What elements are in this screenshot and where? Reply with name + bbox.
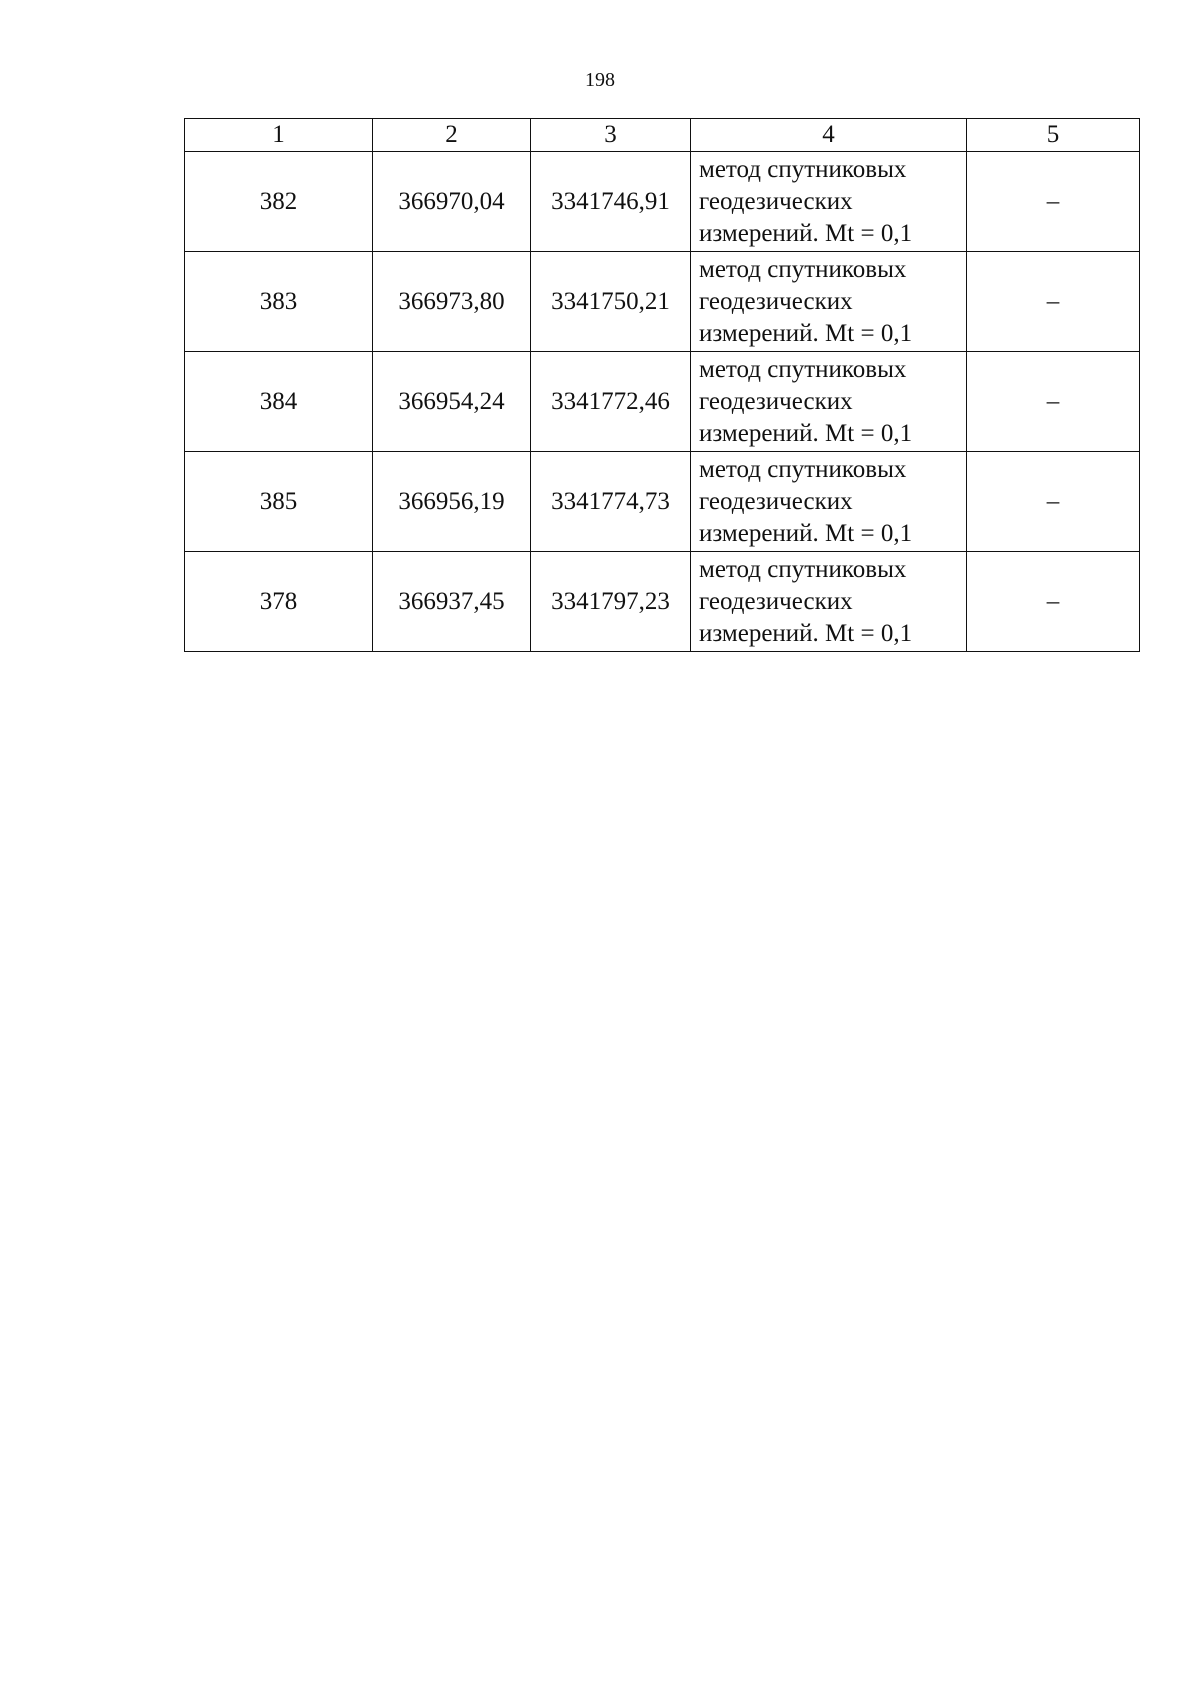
method-cell bbox=[691, 152, 967, 252]
method-line: геодезических bbox=[699, 387, 853, 415]
note-cell: – bbox=[967, 452, 1140, 552]
column-header: 3 bbox=[531, 119, 691, 152]
column-header: 1 bbox=[185, 119, 373, 152]
point-number-cell: 382 bbox=[185, 152, 373, 252]
point-number-cell: 383 bbox=[185, 252, 373, 352]
table-row bbox=[185, 352, 1140, 452]
y-coordinate-cell: 3341750,21 bbox=[531, 252, 691, 352]
coordinates-table bbox=[184, 118, 1140, 652]
column-header: 5 bbox=[967, 119, 1140, 152]
table-header-row bbox=[185, 119, 1140, 152]
x-coordinate-cell: 366970,04 bbox=[373, 152, 531, 252]
table-row bbox=[185, 452, 1140, 552]
page-number: 198 bbox=[585, 69, 615, 91]
point-number-cell: 384 bbox=[185, 352, 373, 452]
x-coordinate-cell: 366973,80 bbox=[373, 252, 531, 352]
method-line: геодезических bbox=[699, 287, 853, 315]
table-row bbox=[185, 252, 1140, 352]
column-header: 4 bbox=[691, 119, 967, 152]
note-cell: – bbox=[967, 152, 1140, 252]
note-cell: – bbox=[967, 252, 1140, 352]
method-cell bbox=[691, 252, 967, 352]
method-cell bbox=[691, 352, 967, 452]
method-line: метод спутниковых bbox=[699, 455, 907, 483]
method-line: геодезических bbox=[699, 587, 853, 615]
method-line: измерений. Mt = 0,1 bbox=[699, 619, 913, 647]
note-cell: – bbox=[967, 352, 1140, 452]
method-line: измерений. Mt = 0,1 bbox=[699, 419, 913, 447]
method-line: метод спутниковых bbox=[699, 555, 907, 583]
method-line: геодезических bbox=[699, 487, 853, 515]
method-line: метод спутниковых bbox=[699, 355, 907, 383]
x-coordinate-cell: 366956,19 bbox=[373, 452, 531, 552]
method-line: метод спутниковых bbox=[699, 155, 907, 183]
y-coordinate-cell: 3341746,91 bbox=[531, 152, 691, 252]
x-coordinate-cell: 366937,45 bbox=[373, 552, 531, 652]
method-line: измерений. Mt = 0,1 bbox=[699, 519, 913, 547]
method-cell bbox=[691, 552, 967, 652]
method-line: измерений. Mt = 0,1 bbox=[699, 319, 913, 347]
method-line: метод спутниковых bbox=[699, 255, 907, 283]
y-coordinate-cell: 3341774,73 bbox=[531, 452, 691, 552]
note-cell: – bbox=[967, 552, 1140, 652]
x-coordinate-cell: 366954,24 bbox=[373, 352, 531, 452]
y-coordinate-cell: 3341772,46 bbox=[531, 352, 691, 452]
point-number-cell: 378 bbox=[185, 552, 373, 652]
method-cell bbox=[691, 452, 967, 552]
table-row bbox=[185, 152, 1140, 252]
method-line: геодезических bbox=[699, 187, 853, 215]
point-number-cell: 385 bbox=[185, 452, 373, 552]
y-coordinate-cell: 3341797,23 bbox=[531, 552, 691, 652]
table-row bbox=[185, 552, 1140, 652]
method-line: измерений. Mt = 0,1 bbox=[699, 219, 913, 247]
column-header: 2 bbox=[373, 119, 531, 152]
